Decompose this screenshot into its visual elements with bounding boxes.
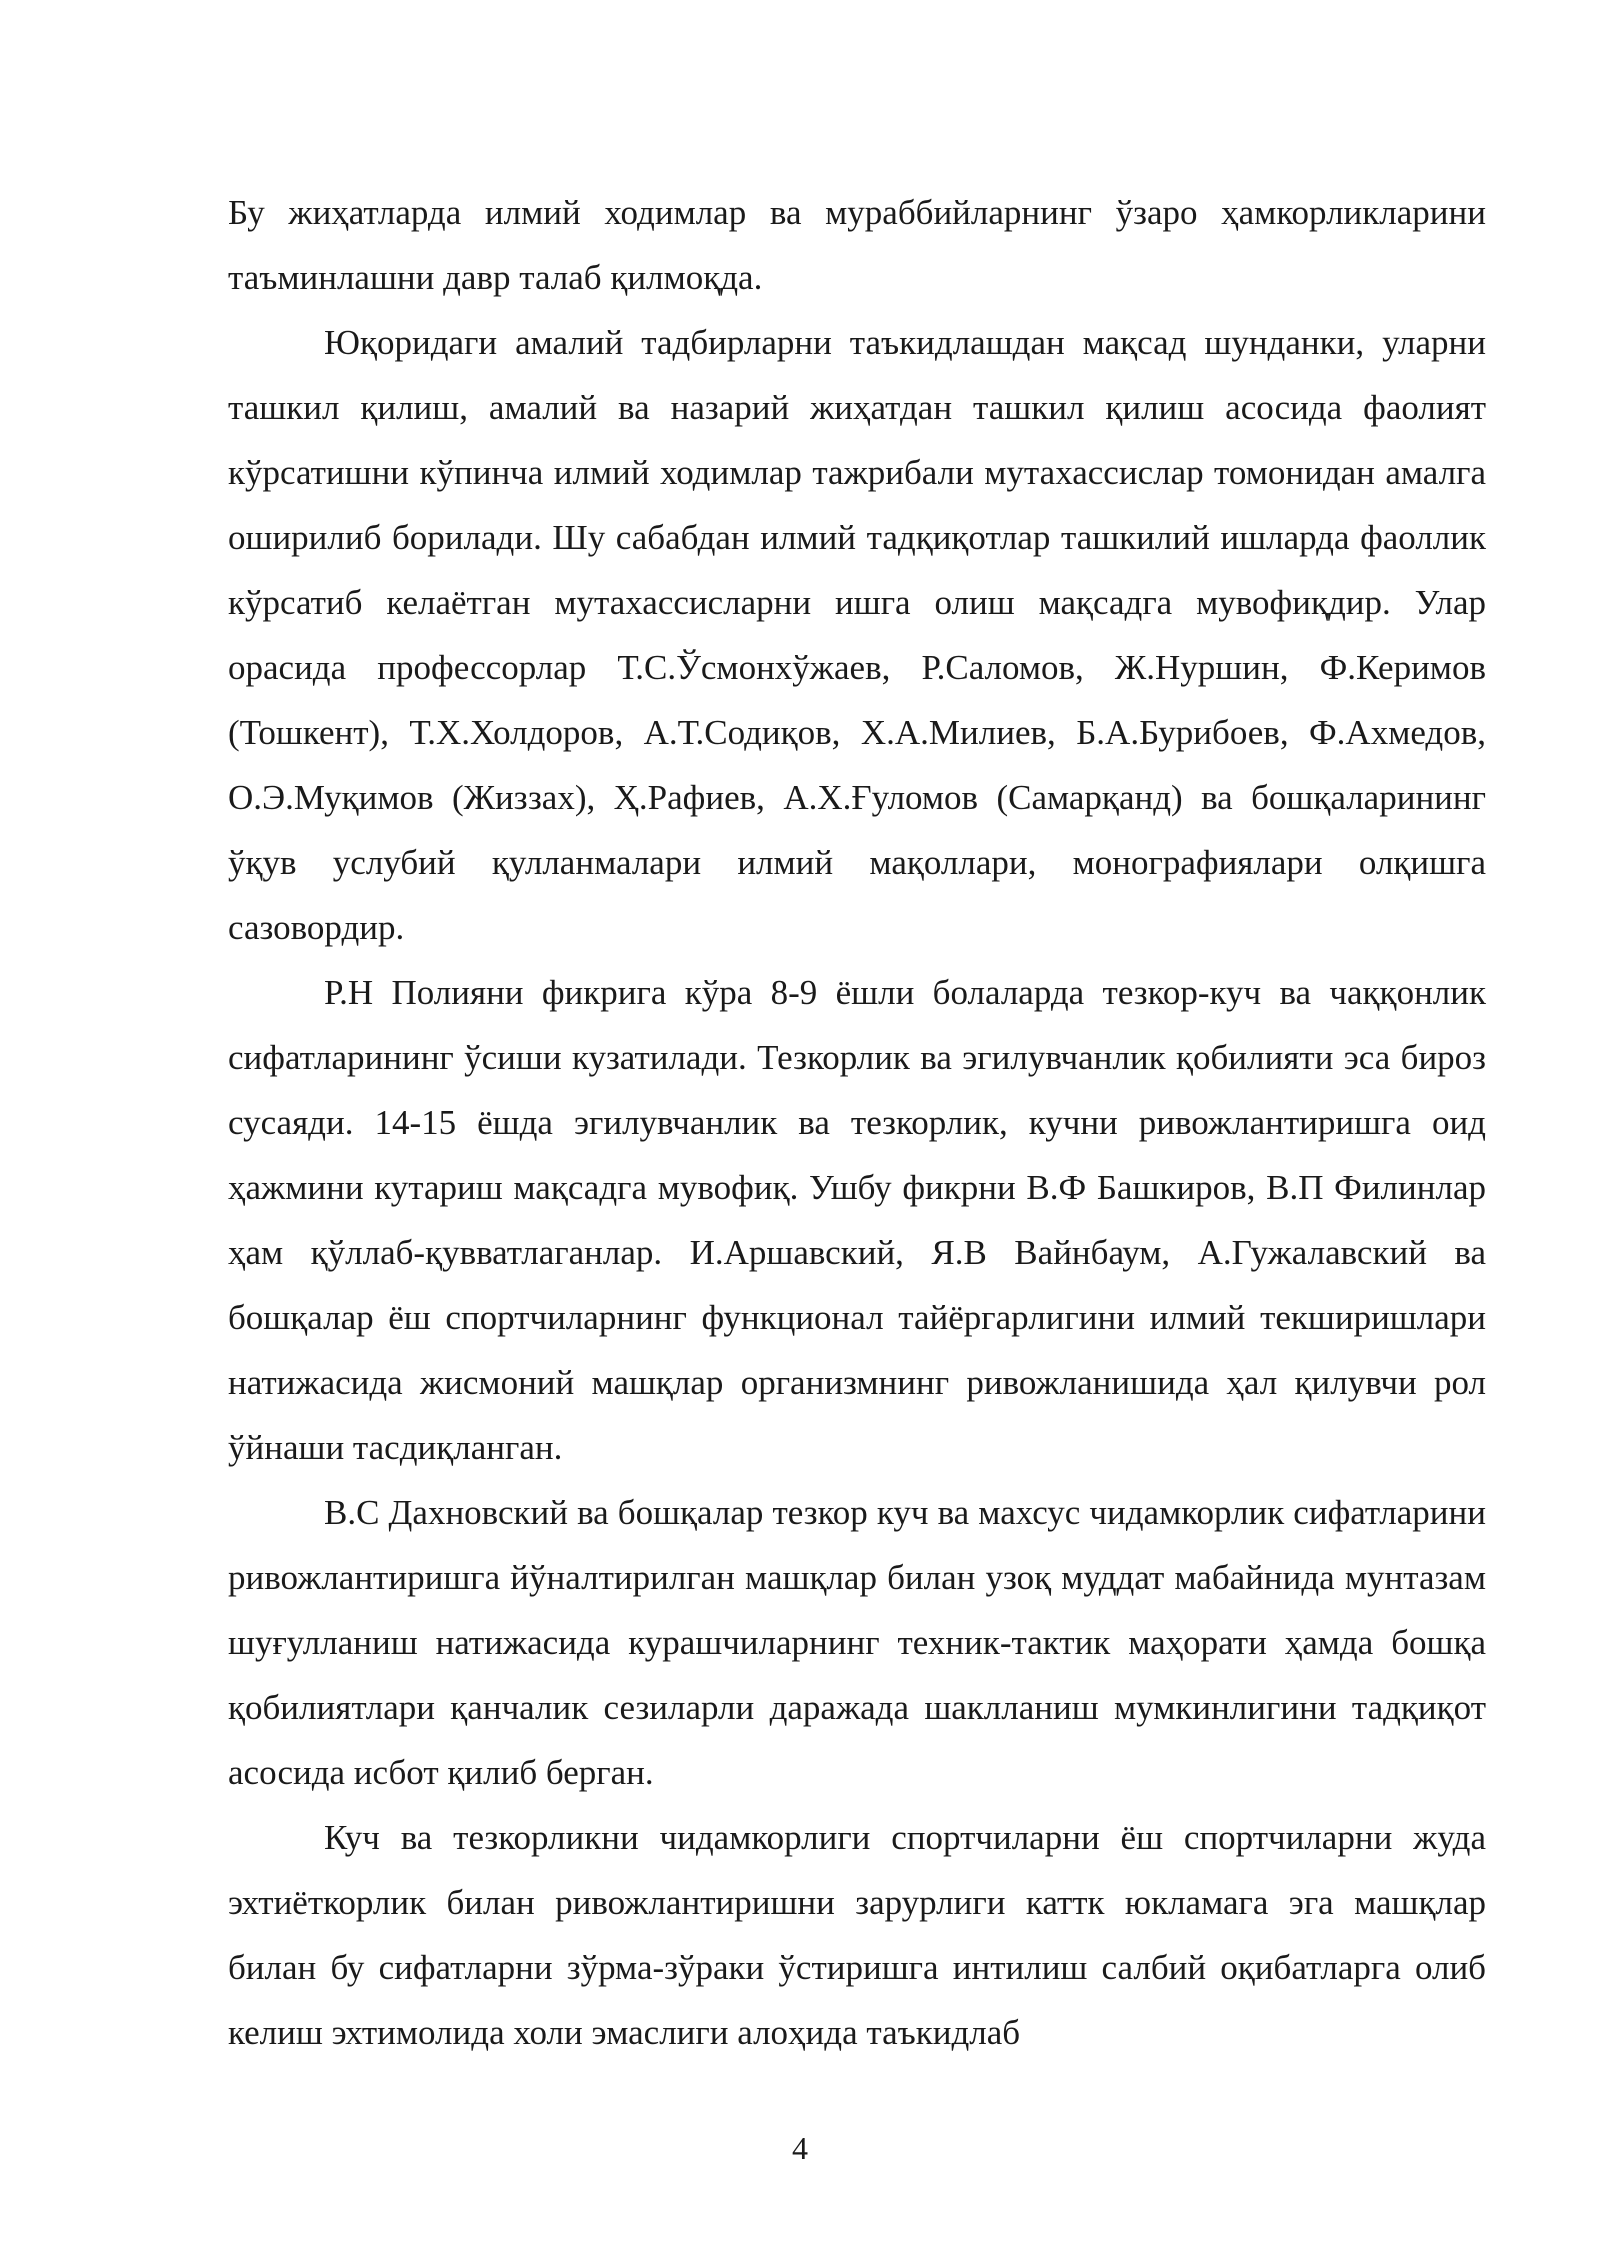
paragraph-1: Бу жиҳатларда илмий ходимлар ва мураббийларнинг ўзаро ҳамкорликларини таъминлашни давр талаб қилмоқда. <box>228 193 1486 297</box>
paragraph-4: В.С Дахновский ва бошқалар тезкор куч ва махсус чидамкорлик сифатларини ривожлантиришга йўналтирилган машқлар билан узоқ муддат мабайнида мунтазам шуғулланиш натижасида курашчиларнинг техник-тактик маҳорати ҳамда бошқа қобилиятлари қанчалик сезиларли даражада шаклланиш мумкинлигини тадқиқот асосида исбот қилиб берган. <box>228 1493 1486 1792</box>
paragraph-3: Р.Н Полияни фикрига кўра 8-9 ёшли болаларда тезкор-куч ва чаққонлик сифатларининг ўсиши кузатилади. Тезкорлик ва эгилувчанлик қобилияти эса бироз сусаяди. 14-15 ёшда эгилувчанлик ва тезкорлик, кучни ривожлантиришга оид ҳажмини кутариш мақсадга мувофиқ. Ушбу фикрни В.Ф Башкиров, В.П Филинлар ҳам қўллаб-қувватлаганлар. И.Аршавский, Я.В Вайнбаум, А.Гужалавский ва бошқалар ёш спортчиларнинг функционал тайёргарлигини илмий текширишлари натижасида жисмоний машқлар организмнинг ривожланишида ҳал қилувчи рол ўйнаши тасдиқланган. <box>228 973 1486 1467</box>
page-body <box>228 180 1486 2065</box>
paragraph-5: Куч ва тезкорликни чидамкорлиги спортчиларни ёш спортчиларни жуда эхтиёткорлик билан ривожлантиришни зарурлиги каттк юкламага эга машқлар билан бу сифатларни зўрма-зўраки ўстиришга интилиш салбий оқибатларга олиб келиш эхтимолида холи эмаслиги алоҳида таъкидлаб <box>228 1818 1486 2052</box>
paragraph-2: Юқоридаги амалий тадбирларни таъкидлашдан мақсад шунданки, уларни ташкил қилиш, амалий ва назарий жиҳатдан ташкил қилиш асосида фаолият кўрсатишни кўпинча илмий ходимлар тажрибали мутахассислар томонидан амалга оширилиб борилади. Шу сабабдан илмий тадқиқотлар ташкилий ишларда фаоллик кўрсатиб келаётган мутахассисларни ишга олиш мақсадга мувофиқдир. Улар орасида профессорлар Т.С.Ўсмонхўжаев, Р.Саломов, Ж.Нуршин, Ф.Керимов (Тошкент), Т.Х.Холдоров, А.Т.Содиқов, Х.А.Милиев, Б.А.Бурибоев, Ф.Ахмедов, О.Э.Муқимов (Жиззах), Ҳ.Рафиев, А.Х.Ғуломов (Самарқанд) ва бошқаларининг ўқув услубий қулланмалари илмий мақоллари, монографиялари олқишга сазовордир. <box>228 323 1486 947</box>
page-number: 4 <box>792 2130 808 2166</box>
